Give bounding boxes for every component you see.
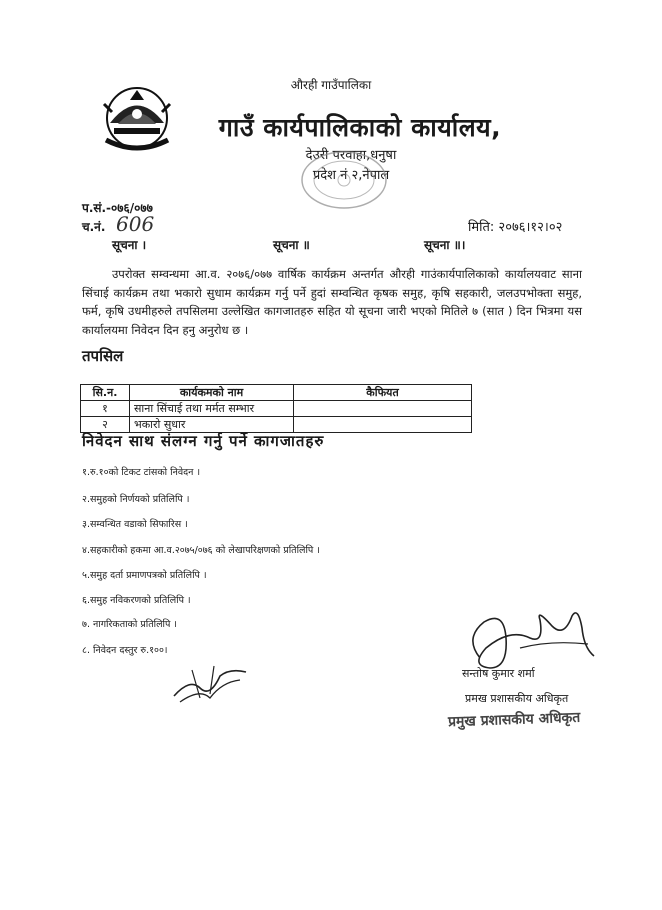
office-title: गाउँ कार्यपालिकाको कार्यालय, bbox=[218, 113, 502, 142]
document-item: ५.समुह दर्ता प्रमाणपत्रको प्रतिलिपि । bbox=[82, 570, 207, 581]
dispatch-number-value: 606 bbox=[116, 212, 155, 236]
document-item: ७. नागरिकताको प्रतिलिपि । bbox=[82, 619, 178, 630]
column-header: कार्यकमको नाम bbox=[130, 385, 294, 401]
table-cell: १ bbox=[81, 401, 130, 417]
signatory-title: प्रमख प्रशासकीय अधिकृत bbox=[465, 692, 569, 705]
schedule-heading: तपसिल bbox=[82, 347, 124, 365]
document-item: ४.सहकारीको हकमा आ.व.२०७५/०७६ को लेखापरिक्षणको प्रतिलिपि । bbox=[82, 545, 320, 556]
notice-label-3: सूचना ॥। bbox=[424, 238, 466, 252]
document-item: ३.सम्वन्धित वडाको सिफारिस । bbox=[82, 519, 188, 530]
notice-label-2: सूचना ॥ bbox=[273, 238, 310, 252]
document-item: ६.समुह नविकरणको प्रतिलिपि । bbox=[82, 595, 191, 606]
signatory-name: सन्तोष कुमार शर्मा bbox=[462, 667, 535, 680]
signatory-stamp: प्रमुख प्रशासकीय अधिकृत bbox=[447, 709, 581, 731]
documents-heading: निवेदन साथ संलग्न गर्नु पर्ने कागजातहरु bbox=[82, 432, 325, 450]
document-item: १.रु.१०को टिकट टांसको निवेदन । bbox=[82, 467, 201, 478]
document-item: २.समुहको निर्णयको प्रतिलिपि । bbox=[82, 494, 190, 505]
table-cell: साना सिंचाई तथा मर्मत सम्भार bbox=[130, 401, 294, 417]
column-header: कैफियत bbox=[294, 385, 472, 401]
address-line-2: प्रदेश नं २,नेपाल bbox=[312, 168, 390, 183]
municipality-name: औरही गाउँपालिका bbox=[290, 78, 372, 92]
table-cell bbox=[294, 401, 472, 417]
dispatch-number-label: च.नं. bbox=[82, 220, 106, 234]
table-header-row bbox=[81, 385, 472, 401]
reference-number: प.सं.-०७६/०७७ bbox=[82, 201, 153, 215]
table-row bbox=[81, 401, 472, 417]
body-paragraph: उपरोक्त सम्वन्धमा आ.व. २०७६/०७७ वार्षिक कार्यक्रम अन्तर्गत औरही गाउंकार्यपालिकाको कार्यालयवाट साना सिंचाई कार्यक्रम तथा भकारो सुधाम कार्यक्रम गर्नु पर्ने हुदां सम्वन्धित कृषक समुह, कृषि सहकारी, जलउपभोक्ता समुह, फर्म, कृषि उधमीहरुले तपसिलमा उल्लेखित कागजातहरु सहित यो सूचना जारी भएको मितिले ७ (सात ) दिन भित्रमा यस कार्यालयमा निवेदन दिन हनु अनुरोध छ । bbox=[82, 267, 582, 337]
notice-label-1: सूचना । bbox=[112, 238, 147, 252]
signature-icon bbox=[170, 658, 250, 704]
column-header: सि.न. bbox=[81, 385, 130, 401]
notice-date: मिति: २०७६।१२।०२ bbox=[468, 220, 563, 235]
schedule-table bbox=[80, 384, 472, 433]
table-cell: भकारो सुधार bbox=[130, 417, 294, 433]
office-seal-icon bbox=[298, 148, 390, 212]
address-line-1: देउरी परवाहा,धनुषा bbox=[305, 148, 397, 163]
table-cell: २ bbox=[81, 417, 130, 433]
document-item: ८. निवेदन दस्तुर रु.१००। bbox=[82, 645, 168, 656]
